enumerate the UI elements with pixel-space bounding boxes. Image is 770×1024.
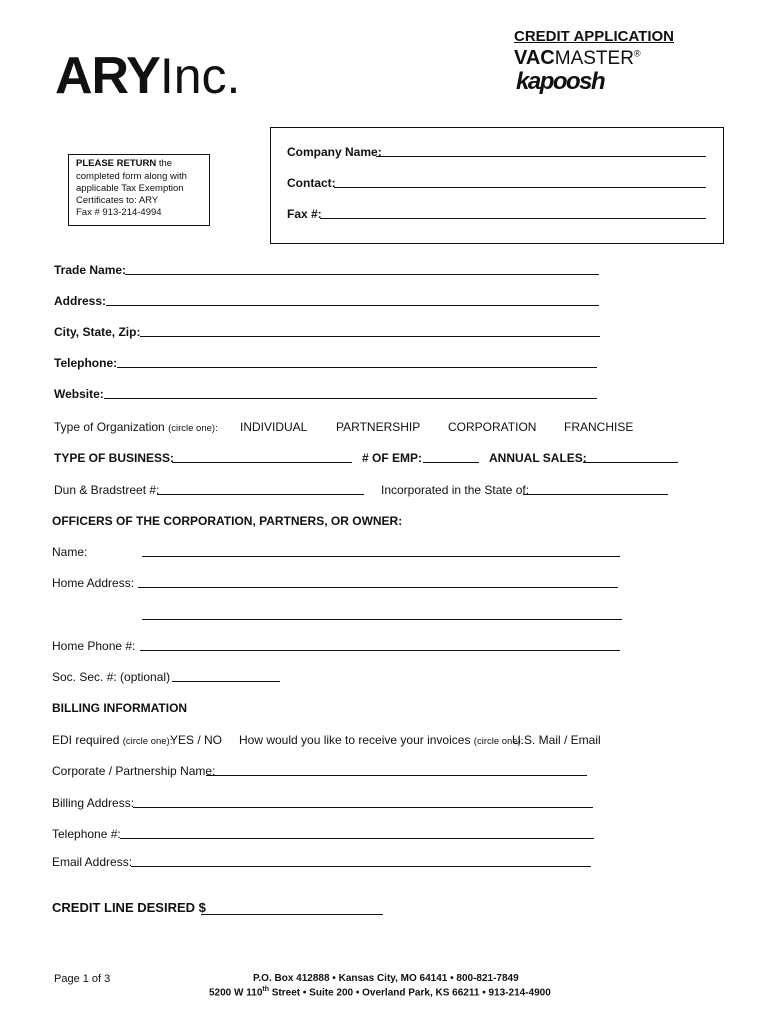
billing-address-label: Billing Address: (52, 796, 135, 810)
dun-bradstreet-label: Dun & Bradstreet #: (54, 483, 160, 497)
edi-label: EDI required (52, 733, 120, 747)
vacmaster-light: MASTER (554, 48, 634, 69)
trade-name-label: Trade Name: (54, 263, 127, 277)
invoice-hint: (circle one): (473, 736, 524, 747)
logo-inc-text: Inc. (159, 48, 241, 104)
incorporated-label: Incorporated in the State of: (381, 483, 530, 497)
billing-heading: BILLING INFORMATION (52, 701, 188, 715)
org-type-text: Type of Organization (54, 420, 165, 434)
credit-line-label: CREDIT LINE DESIRED $ (52, 900, 206, 915)
ssn-label: Soc. Sec. #: (optional) (52, 670, 171, 684)
trade-name-field[interactable] (125, 274, 599, 275)
return-line-3: applicable Tax Exemption (76, 183, 184, 194)
kapoosh-logo: kapoosh (516, 68, 605, 95)
invoice-row (239, 733, 523, 747)
billing-telephone-field[interactable] (120, 838, 594, 839)
website-label: Website: (54, 387, 104, 401)
vacmaster-logo (514, 47, 641, 70)
vacmaster-bold: VAC (514, 47, 555, 69)
address-label: Address: (54, 294, 107, 308)
num-emp-label: # OF EMP: (362, 451, 423, 465)
return-line1-rest: the (156, 158, 173, 169)
logo-ary-text: ARY (55, 47, 160, 105)
type-of-business-label: TYPE OF BUSINESS: (54, 451, 175, 465)
city-state-zip-field[interactable] (140, 336, 600, 337)
registered-mark: ® (633, 48, 641, 59)
ary-logo (55, 46, 240, 106)
footer-address-2-post: Street • Suite 200 • Overland Park, KS 66211 • 913-214-4900 (268, 987, 551, 999)
return-line-2: completed form along with (76, 171, 187, 182)
org-option-corporation[interactable]: CORPORATION (448, 420, 537, 434)
return-line-1 (76, 158, 172, 169)
invoice-label: How would you like to receive your invoices (239, 733, 471, 747)
org-option-individual[interactable]: INDIVIDUAL (240, 420, 308, 434)
billing-address-field[interactable] (133, 807, 593, 808)
home-phone-field[interactable] (140, 650, 620, 651)
company-name-label: Company Name: (287, 145, 382, 159)
home-phone-label: Home Phone #: (52, 639, 136, 653)
telephone-field[interactable] (117, 367, 597, 368)
telephone-label: Telephone: (54, 356, 118, 370)
footer-address-1: P.O. Box 412888 • Kansas City, MO 64141 • 800-821-7849 (253, 973, 519, 984)
footer-address-2 (209, 986, 551, 998)
dun-bradstreet-field[interactable] (157, 494, 364, 495)
type-of-business-field[interactable] (172, 462, 352, 463)
edi-hint: (circle one): (122, 736, 173, 747)
officer-name-field[interactable] (142, 556, 620, 557)
organization-label (54, 420, 218, 434)
home-address-field[interactable] (138, 587, 618, 588)
footer-address-2-pre: 5200 W 110 (209, 987, 263, 999)
return-line-4: Certificates to: ARY (76, 195, 159, 206)
contact-label: Contact: (287, 176, 336, 190)
city-state-zip-label: City, State, Zip: (54, 325, 141, 339)
org-option-partnership[interactable]: PARTNERSHIP (336, 420, 421, 434)
billing-telephone-label: Telephone #: (52, 827, 121, 841)
org-option-franchise[interactable]: FRANCHISE (564, 420, 634, 434)
num-emp-field[interactable] (423, 462, 479, 463)
home-address-field-2[interactable] (142, 619, 622, 620)
footer-address-2-sup: th (262, 986, 269, 993)
corp-name-field[interactable] (206, 775, 587, 776)
fax-field[interactable] (320, 218, 706, 219)
contact-field[interactable] (334, 187, 706, 188)
home-address-label: Home Address: (52, 576, 135, 590)
please-return-text: PLEASE RETURN (76, 158, 157, 169)
return-line-5: Fax # 913-214-4994 (76, 207, 162, 218)
ssn-field[interactable] (172, 681, 280, 682)
credit-line-field[interactable] (201, 914, 383, 915)
address-field[interactable] (106, 305, 599, 306)
org-type-hint: (circle one): (168, 423, 218, 434)
page-number: Page 1 of 3 (54, 973, 111, 985)
edi-options[interactable]: YES / NO (170, 733, 223, 747)
edi-row (52, 733, 172, 747)
email-field[interactable] (131, 866, 591, 867)
annual-sales-label: ANNUAL SALES: (489, 451, 587, 465)
email-label: Email Address: (52, 855, 133, 869)
officers-heading: OFFICERS OF THE CORPORATION, PARTNERS, OR OWNER: (52, 514, 403, 528)
annual-sales-field[interactable] (583, 462, 678, 463)
officer-name-label: Name: (52, 545, 88, 559)
fax-label: Fax #: (287, 207, 322, 221)
incorporated-field[interactable] (523, 494, 668, 495)
corp-name-label: Corporate / Partnership Name: (52, 764, 216, 778)
credit-application-title: CREDIT APPLICATION (514, 28, 674, 45)
invoice-options[interactable]: U.S. Mail / Email (512, 733, 601, 747)
website-field[interactable] (104, 398, 597, 399)
company-name-field[interactable] (376, 156, 706, 157)
